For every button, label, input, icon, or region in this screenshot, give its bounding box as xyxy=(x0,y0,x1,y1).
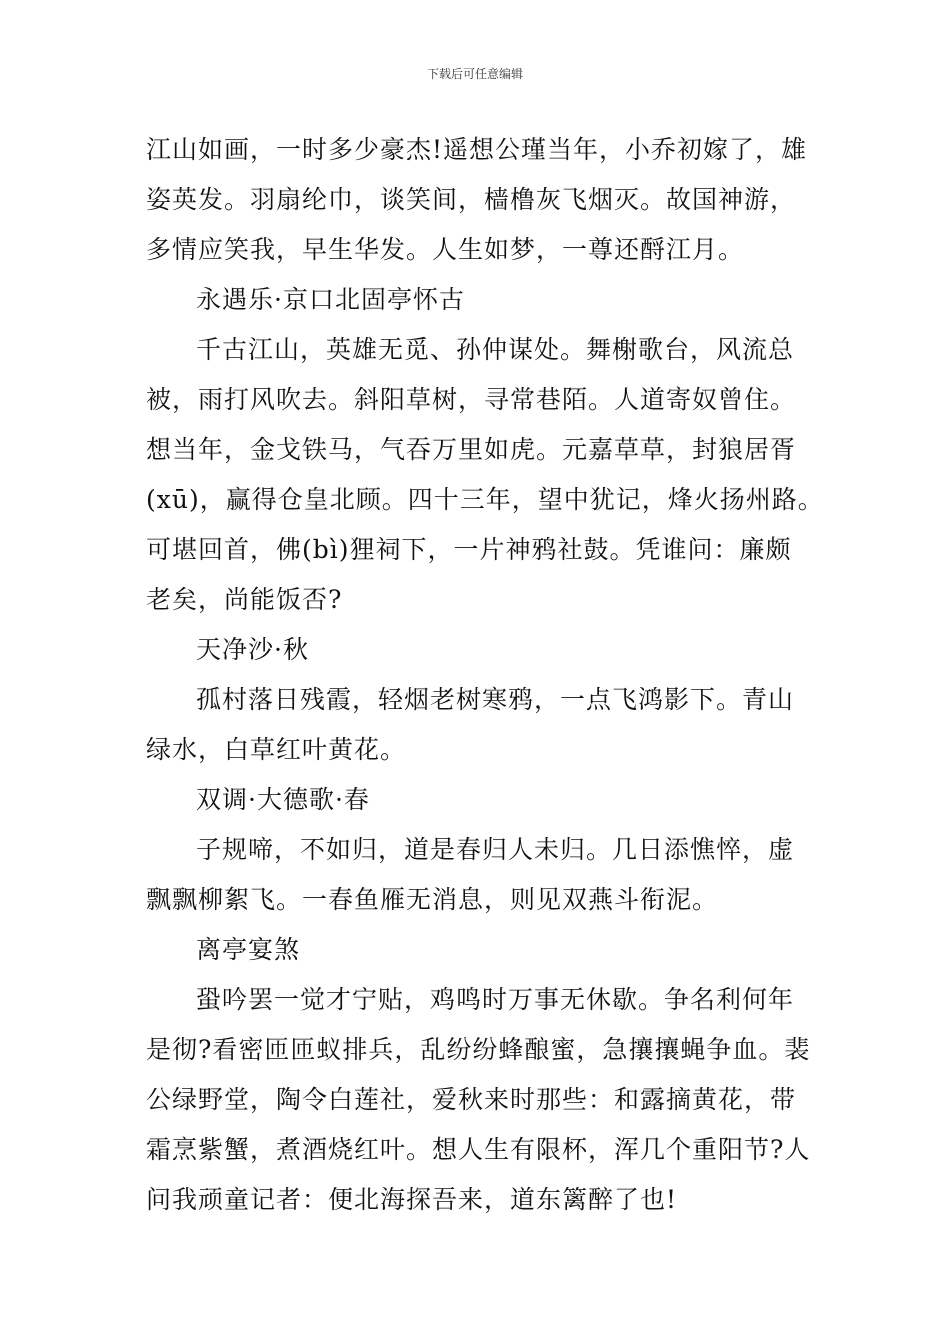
text-line: 问我顽童记者：便北海探吾来，道东篱醉了也! xyxy=(146,1185,678,1214)
text-line: 多情应笑我，早生华发。人生如梦，一尊还酹江月。 xyxy=(146,235,745,264)
text-line: 是彻?看密匝匝蚁排兵，乱纷纷蜂酿蜜，急攘攘蝇争血。裴 xyxy=(146,1035,811,1064)
text-line: 绿水，白草红叶黄花。 xyxy=(146,735,407,764)
text-line: 飘飘柳絮飞。一春鱼雁无消息，则见双燕斗衔泥。 xyxy=(146,885,719,914)
text-line: 公绿野堂，陶令白莲社，爱秋来时那些：和露摘黄花，带 xyxy=(146,1085,797,1114)
text-line: 蛩吟罢一觉才宁贴，鸡鸣时万事无休歇。争名利何年 xyxy=(196,985,795,1014)
text-line: 想当年，金戈铁马，气吞万里如虎。元嘉草草，封狼居胥 xyxy=(146,435,797,464)
text-line: 江山如画，一时多少豪杰!遥想公瑾当年，小乔初嫁了，雄 xyxy=(146,135,808,164)
text-line: 千古江山，英雄无觅、孙仲谋处。舞榭歌台，风流总 xyxy=(196,335,795,364)
text-line: 姿英发。羽扇纶巾，谈笑间，樯橹灰飞烟灭。故国神游， xyxy=(146,185,797,214)
text-line: 孤村落日残霞，轻烟老树寒鸦，一点飞鸿影下。青山 xyxy=(196,685,795,714)
page-header: 下载后可任意编辑 xyxy=(426,67,523,81)
text-line: (xū)，赢得仓皇北顾。四十三年，望中犹记，烽火扬州路。 xyxy=(146,485,824,514)
poem-title: 离亭宴煞 xyxy=(196,935,301,964)
poem-title: 天净沙·秋 xyxy=(196,635,309,664)
text-line: 可堪回首，佛(bì)狸祠下，一片神鸦社鼓。凭谁问：廉颇 xyxy=(146,535,792,564)
poem-title: 双调·大德歌·春 xyxy=(196,785,370,814)
poem-title: 永遇乐·京口北固亭怀古 xyxy=(196,285,465,314)
text-line: 子规啼，不如归，道是春归人未归。几日添憔悴，虚 xyxy=(196,835,795,864)
text-line: 霜烹紫蟹，煮酒烧红叶。想人生有限杯，浑几个重阳节?人 xyxy=(146,1135,811,1164)
text-line: 老矣，尚能饭否? xyxy=(146,585,343,614)
document-body xyxy=(146,125,846,1225)
text-line: 被，雨打风吹去。斜阳草树，寻常巷陌。人道寄奴曾住。 xyxy=(146,385,797,414)
